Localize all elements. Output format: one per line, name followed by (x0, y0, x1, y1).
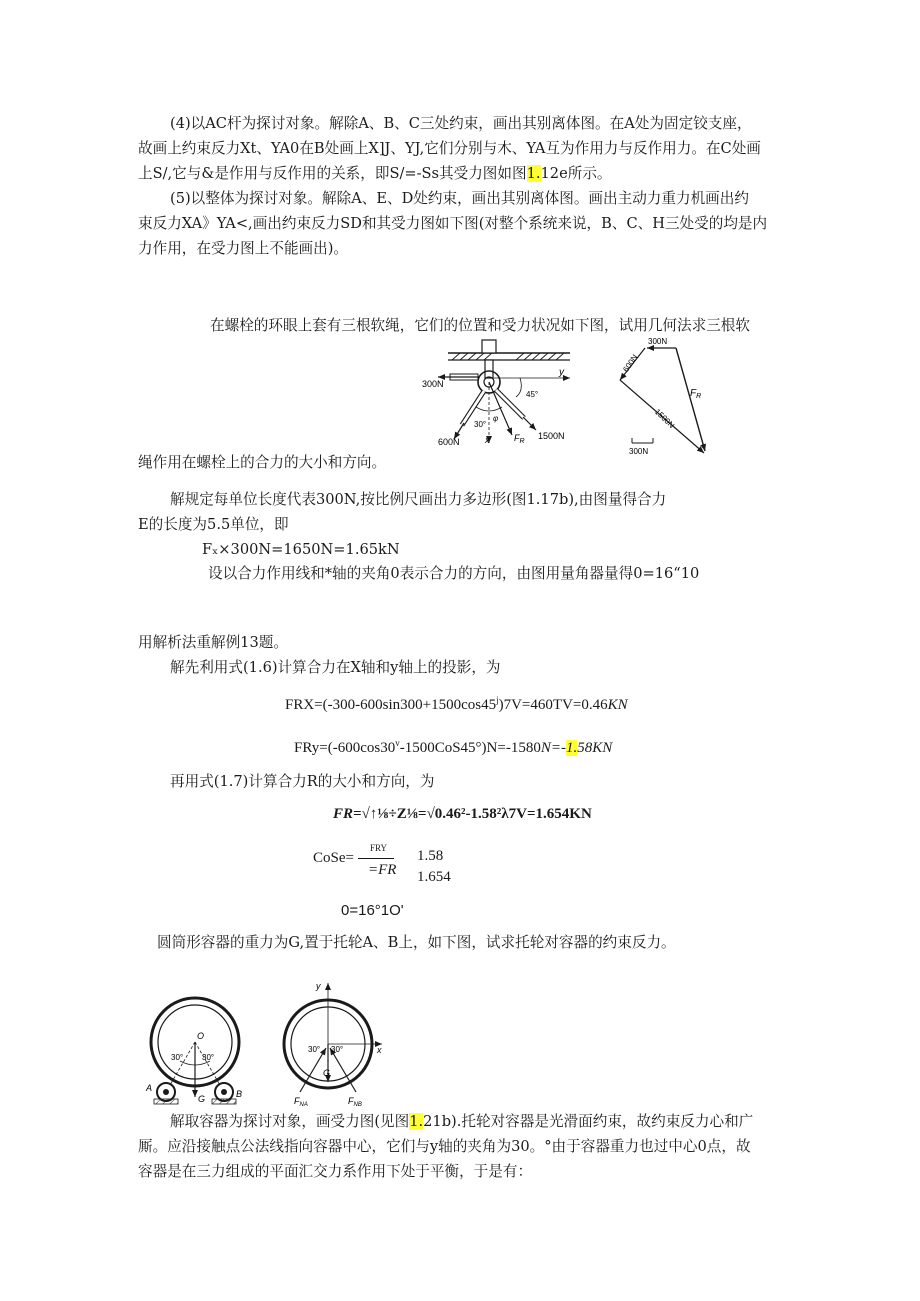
y-axis-label: y (559, 367, 564, 378)
x-axis-label: x (485, 435, 490, 445)
roller-b (212, 1083, 236, 1104)
sol3-line1: 用解析法重解例13题。 (138, 634, 288, 651)
cos-label: CoSe= (313, 850, 354, 866)
rope-300n (438, 374, 478, 380)
fbd-y-label: y (316, 981, 321, 991)
problem2-line1: 在螺栓的环眼上套有三根软绳，它们的位置和受力状况如下图，试用几何法求三根软 (210, 317, 750, 334)
sol4-line1: 解取容器为探讨对象，画受力图(见图1.21b).托轮对容器是光滑面约束，故约束反力心和广 (170, 1113, 754, 1130)
force-polygon-figure (610, 335, 720, 460)
gravity-label: G (198, 1094, 206, 1104)
force-600n-label: 600N (438, 437, 460, 447)
problem3-line1: 圆筒形容器的重力为G,置于托轮A、B上，如下图，试求托轮对容器的约束反力。 (157, 934, 676, 951)
angle-45-label: 45° (526, 390, 539, 399)
ceiling-support (448, 340, 570, 378)
para5-line1: (5)以整体为探讨对象。解除A、E、D处约束，画出其别离体图。画出主动力重力机画出约 (170, 190, 749, 207)
sol3-line2: 解先利用式(1.6)计算合力在X轴和y轴上的投影，为 (170, 659, 501, 676)
sol2-line3: Fₓ×300N=1650N=1.65kN (202, 541, 400, 558)
para4-line2: 故画上约束反力Xt、YA0在B处画上X]J、YJ,它们分别与木、YA互为作用力与反作用力。在C处画 (138, 140, 761, 157)
cos-value-2: 1.654 (417, 869, 451, 885)
resultant-arrow (489, 382, 512, 435)
center-o-label: O (197, 1031, 205, 1041)
polygon-fr-label: $F_R$ (690, 388, 702, 400)
highlight-mark: 1. (526, 165, 541, 182)
polygon-600n-label: 600N (621, 352, 640, 374)
cos-numerator: FRY (370, 843, 388, 853)
sol3-line3: 再用式(1.7)计算合力R的大小和方向，为 (170, 773, 435, 790)
angle-phi-label: φ (493, 414, 499, 423)
fbd-fna-label: $F_{NA}$ (294, 1096, 308, 1108)
resultant-label: $F_R$ (514, 433, 525, 445)
force-1500n-label: 1500N (538, 431, 565, 441)
sol4-line2: 厮。应沿接触点公法线指向容器中心，它们与y轴的夹角为30。°由于容器重力也过中心0点，故 (138, 1138, 751, 1155)
equation-fr: FR=√↑⅛÷Z⅛=√0.46²-1.58²λ7V=1.654KN (333, 806, 592, 822)
cos-denominator: =FR (368, 862, 397, 878)
sol2-line1: 解规定每单位长度代表300N,按比例尺画出力多边形(图1.17b),由图量得合力 (170, 491, 667, 508)
angle-arc-45 (516, 378, 521, 397)
equation-frx: $FRX=(-300-600\sin 300+1500\cos 45^j)7V=460TV=0.46KN$ (285, 695, 628, 713)
fbd-angle-30-right: 30° (331, 1045, 344, 1054)
sol2-line2: E的长度为5.5单位，即 (138, 516, 289, 533)
theta-result: 0=16°1O' (341, 902, 404, 919)
cos-fraction-bar (358, 858, 394, 859)
para5-line3: 力作用，在受力图上不能画出)。 (138, 240, 349, 257)
fbd-gravity-label: G (323, 1068, 331, 1078)
problem2-line2: 绳作用在螺栓上的合力的大小和方向。 (138, 454, 387, 471)
rope-600n (454, 391, 487, 439)
sol4-line3: 容器是在三力组成的平面汇交力系作用下处于平衡，于是有： (138, 1163, 533, 1180)
roller-a-label: A (146, 1083, 153, 1093)
container-rollers-figure (140, 985, 250, 1105)
fbd-angle-30-left: 30° (308, 1045, 321, 1054)
force-300n-label: 300N (422, 379, 444, 389)
container-fbd-figure (278, 980, 388, 1108)
para4-line1: (4)以AC杆为探讨对象。解除A、B、C三处约束，画出其别离体图。在A处为固定铰支座， (170, 115, 752, 132)
highlight-mark: 1. (409, 1113, 424, 1130)
bolt-rope-figure (420, 335, 600, 450)
roller-b-label: B (236, 1089, 243, 1099)
fbd-fnb-label: $F_{NB}$ (348, 1096, 362, 1108)
sol2-line4: 设以合力作用线和*轴的夹角0表示合力的方向，由图用量角器量得0=16“10 (208, 565, 700, 582)
angle-30-left-label: 30° (171, 1053, 184, 1062)
scale-bar (632, 438, 653, 443)
highlight-mark: 1. (565, 740, 578, 756)
polygon-1500n-label: 1500N (652, 407, 677, 431)
cos-value-1: 1.58 (417, 848, 444, 864)
para4-line3: 上S/,它与&是作用与反作用的关系，即S/=-Ss其受力图如图1.12e所示。 (138, 165, 612, 182)
equation-fry: $FRy=(-600\cos 30^v-1500CoS45^\circ)N=-1580N=-1.58KN$ (294, 738, 613, 756)
angle-30-label: 30° (474, 420, 487, 429)
polygon-300n-label: 300N (648, 337, 668, 346)
angle-30-right-label: 30° (202, 1053, 215, 1062)
roller-a (154, 1083, 178, 1104)
fbd-x-label: x (377, 1045, 382, 1055)
scale-label: 300N (629, 447, 649, 456)
para5-line2: 束反力XA》YA<,画出约束反力SD和其受力图如下图(对整个系统来说，B、C、H三处受的均是内 (138, 215, 768, 232)
